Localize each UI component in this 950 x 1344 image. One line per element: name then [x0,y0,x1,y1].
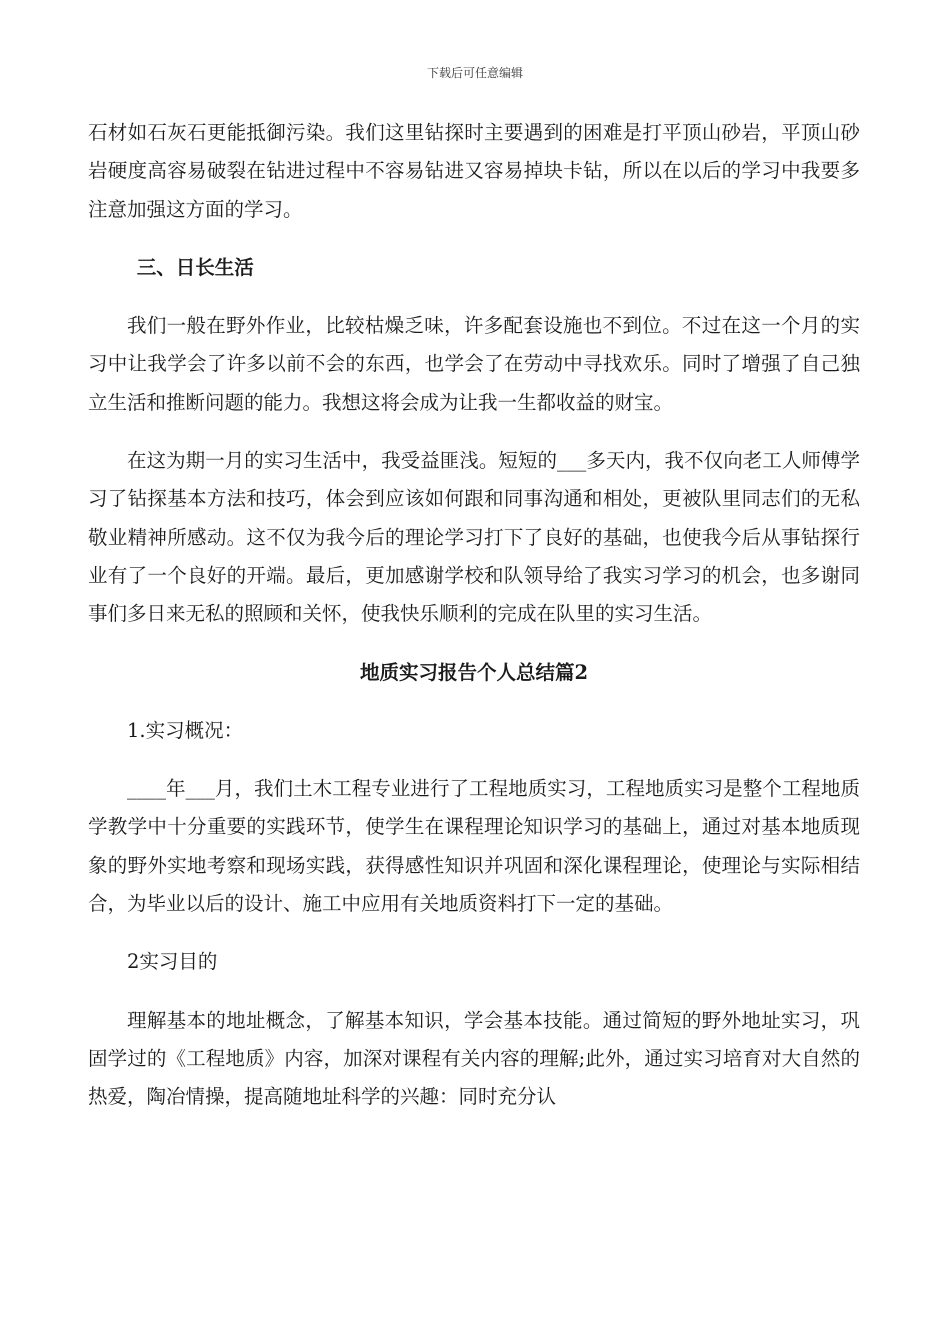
section-heading-daily-life: 三、日长生活 [136,255,254,279]
paragraph-overview: ____年___月，我们土木工程专业进行了工程地质实习，工程地质实习是整个工程地质学教学中十分重要的实践环节，使学生在课程理论知识学习的基础上，通过对基本地质现象的野外实地考察和现场实践，获得感性知识并巩固和深化课程理论，使理论与实际相结合，为毕业以后的设计、施工中应用有关地质资料打下一定的基础。 [88,777,860,916]
section-heading-overview: 1.实习概况： [127,718,244,742]
paragraph-summary: 在这为期一月的实习生活中，我受益匪浅。短短的___多天内，我不仅向老工人师傅学习了钻探基本方法和技巧，体会到应该如何跟和同事沟通和相处，更被队里同志们的无私敬业精神所感动。这不仅为我今后的理论学习打下了良好的基础，也使我今后从事钻探行业有了一个良好的开端。最后，更加感谢学校和队领导给了我实习学习的机会，也多谢同事们多日来无私的照顾和关怀，使我快乐顺利的完成在队里的实习生活。 [88,449,860,626]
page-header: 下载后可任意编辑 [426,66,523,80]
section-heading-purpose: 2实习目的 [127,950,218,974]
paragraph-field-life: 我们一般在野外作业，比较枯燥乏味，许多配套设施也不到位。不过在这一个月的实习中让我学会了许多以前不会的东西，也学会了在劳动中寻找欢乐。同时了增强了自己独立生活和推断问题的能力。我想这将会成为让我一生都收益的财宝。 [88,314,860,414]
paragraph-purpose: 理解基本的地址概念，了解基本知识，学会基本技能。通过简短的野外地址实习，巩固学过的《工程地质》内容，加深对课程有关内容的理解;此外，通过实习培育对大自然的热爱，陶冶情操，提高随地址科学的兴趣：同时充分认 [88,1008,860,1109]
article-title-part2: 地质实习报告个人总结篇2 [359,660,589,684]
paragraph-drilling-difficulty: 石材如石灰石更能抵御污染。我们这里钻探时主要遇到的困难是打平顶山砂岩，平顶山砂岩硬度高容易破裂在钻进过程中不容易钻进又容易掉块卡钻，所以在以后的学习中我要多注意加强这方面的学习。 [88,121,860,221]
document-body [88,114,860,1137]
